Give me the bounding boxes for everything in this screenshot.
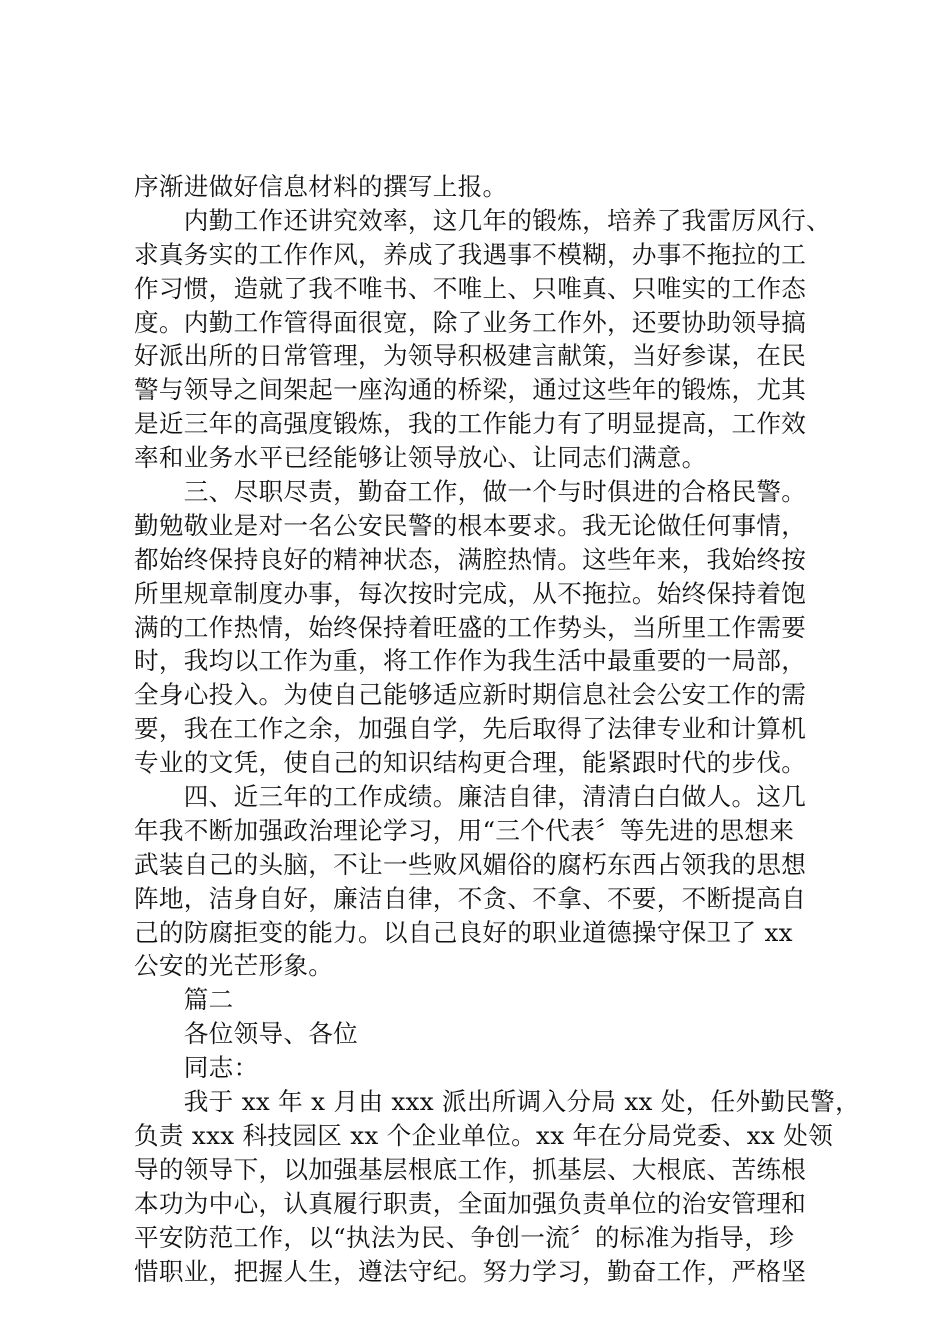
text-line: 全身心投入。为使自己能够适应新时期信息社会公安工作的需 xyxy=(134,680,807,710)
section-heading: 篇二 xyxy=(134,985,234,1015)
text-line: 我于 xx 年 x 月由 xxx 派出所调入分局 xx 处，任外勤民警， xyxy=(134,1087,860,1117)
text-line: 时，我均以工作为重，将工作作为我生活中最重要的一局部， xyxy=(134,646,807,676)
text-line: 勤勉敬业是对一名公安民警的根本要求。我无论做任何事情， xyxy=(134,510,807,540)
text-line: 年我不断加强政治理论学习，用“三个代表〞等先进的思想来 xyxy=(134,815,795,845)
text-line: 警与领导之间架起一座沟通的桥梁，通过这些年的锻炼，尤其 xyxy=(134,375,807,405)
text-line: 要，我在工作之余，加强自学，先后取得了法律专业和计算机 xyxy=(134,714,807,744)
text-line: 负责 xxx 科技园区 xx 个企业单位。xx 年在分局党委、xx 处领 xyxy=(134,1120,834,1150)
text-line: 武装自己的头脑，不让一些败风媚俗的腐朽东西占领我的思想 xyxy=(134,849,807,879)
text-line: 三、尽职尽责，勤奋工作，做一个与时俱进的合格民警。 xyxy=(134,477,807,507)
body-text xyxy=(134,170,860,1288)
text-line: 都始终保持良好的精神状态，满腔热情。这些年来，我始终按 xyxy=(134,544,807,574)
salutation-line: 各位领导、各位 xyxy=(134,1019,359,1049)
text-line: 所里规章制度办事，每次按时完成，从不拖拉。始终保持着饱 xyxy=(134,578,807,608)
salutation-line: 同志： xyxy=(134,1053,259,1083)
text-line: 满的工作热情，始终保持着旺盛的工作势头，当所里工作需要 xyxy=(134,612,807,642)
text-line: 本功为中心，认真履行职责，全面加强负责单位的治安管理和 xyxy=(134,1188,807,1218)
text-line: 内勤工作还讲究效率，这几年的锻炼，培养了我雷厉风行、 xyxy=(134,205,832,235)
text-line: 序渐进做好信息材料的撰写上报。 xyxy=(134,172,508,201)
text-line: 好派出所的日常管理，为领导积极建言献策，当好参谋，在民 xyxy=(134,341,807,371)
text-line: 四、近三年的工作成绩。廉洁自律，清清白白做人。这几 xyxy=(134,782,807,812)
text-line: 是近三年的高强度锻炼，我的工作能力有了明显提高，工作效 xyxy=(134,409,807,439)
text-line: 公安的光芒形象。 xyxy=(134,951,334,981)
text-line: 度。内勤工作管得面很宽，除了业务工作外，还要协助领导搞 xyxy=(134,307,807,337)
text-line: 率和业务水平已经能够让领导放心、让同志们满意。 xyxy=(134,443,707,473)
text-line: 导的领导下，以加强基层根底工作，抓基层、大根底、苦练根 xyxy=(134,1154,807,1184)
text-line: 平安防范工作，以“执法为民、争创一流〞的标准为指导，珍 xyxy=(134,1222,795,1252)
text-line: 作习惯，造就了我不唯书、不唯上、只唯真、只唯实的工作态 xyxy=(134,273,807,303)
text-line: 求真务实的工作作风，养成了我遇事不模糊，办事不拖拉的工 xyxy=(134,239,807,269)
text-line: 阵地，洁身自好，廉洁自律，不贪、不拿、不要，不断提高自 xyxy=(134,883,807,913)
text-line: 己的防腐拒变的能力。以自己良好的职业道德操守保卫了 xx xyxy=(134,917,793,947)
text-line: 专业的文凭，使自己的知识结构更合理，能紧跟时代的步伐。 xyxy=(134,748,807,778)
text-line: 惜职业，把握人生，遵法守纪。努力学习，勤奋工作，严格坚 xyxy=(134,1256,807,1286)
